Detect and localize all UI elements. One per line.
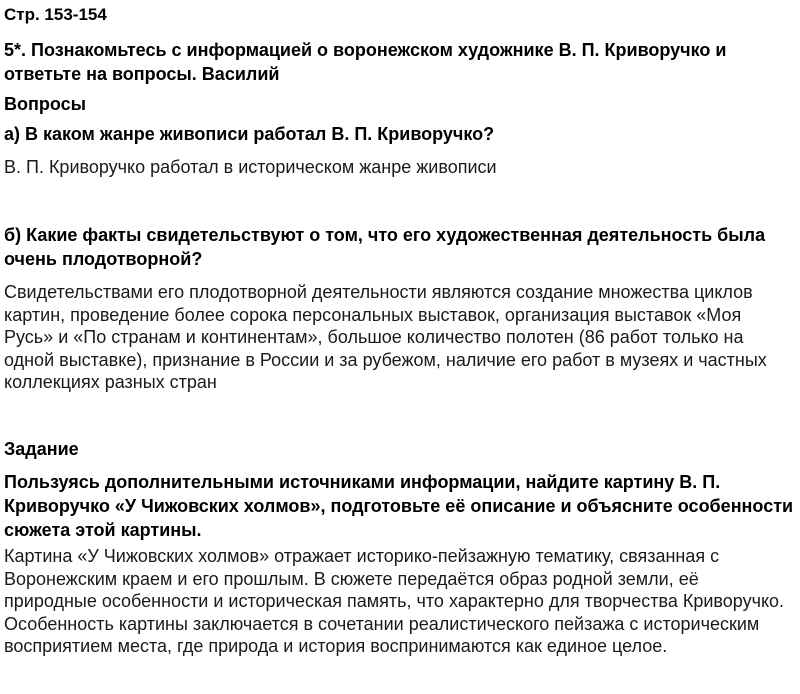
questions-heading: Вопросы [4,94,87,114]
question-a: а) В каком жанре живописи работал В. П. Криворучко? [4,124,495,144]
answer-b: Свидетельствами его плодотворной деятельности являются создание множества циклов картин, проведение более сорока персональных выставок, организация выставок «Моя Русь» и «По странам и континентам», большое количество полотен (86 работ только на одной выставке), признание в России и за рубежом, наличие его работ в музеях и частных коллекциях разных стран [4,282,767,393]
question-b: б) Какие факты свидетельствуют о том, что его художественная деятельность была очень плодотворной? [4,225,766,269]
task-title: 5*. Познакомьтесь с информацией о воронежском художнике В. П. Криворучко и ответьте на вопросы. Василий [4,40,727,84]
answer-a: В. П. Криворучко работал в историческом жанре живописи [4,157,497,177]
assignment-task: Пользуясь дополнительными источниками информации, найдите картину В. П. Криворучко «У Чижовских холмов», подготовьте её описание и объясните особенности сюжета этой картины. [4,472,794,540]
assignment-heading: Задание [4,439,79,459]
assignment-answer: Картина «У Чижовских холмов» отражает историко-пейзажную тематику, связанная с Воронежским краем и его прошлым. В сюжете передаётся образ родной земли, её природные особенности и историческая память, что характерно для творчества Криворучко. Особенность картины заключается в сочетании реалистического пейзажа с историческим восприятием места, где природа и история воспринимаются как единое целое. [4,546,785,657]
page-numbers: Стр. 153-154 [4,5,107,24]
